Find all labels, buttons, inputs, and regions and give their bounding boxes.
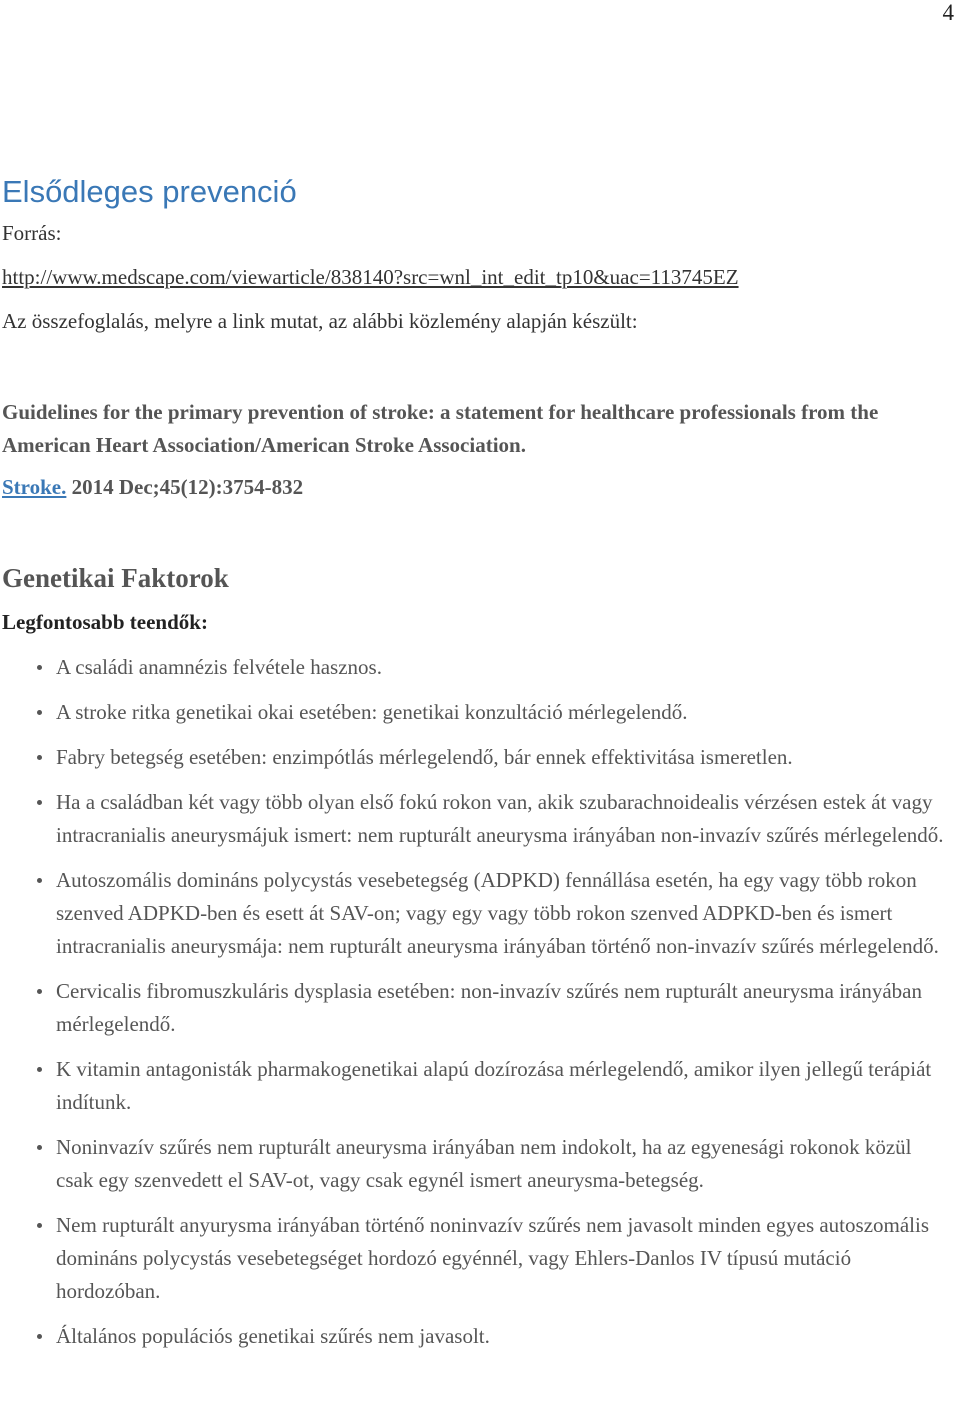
bullet-icon <box>37 755 42 760</box>
list-item <box>2 975 958 1041</box>
bullet-icon <box>37 710 42 715</box>
citation-details: 2014 Dec;45(12):3754-832 <box>66 475 304 499</box>
list-item-text: Noninvazív szűrés nem rupturált aneurysma irányában nem indokolt, ha az egyenesági rokonok közül csak egy szenvedett el SAV-ot, vagy csak egynél ismert aneurysma-betegség. <box>56 1135 912 1192</box>
bullet-icon <box>37 989 42 994</box>
page-title: Elsődleges prevenció <box>2 174 297 209</box>
bullet-icon <box>37 1067 42 1072</box>
list-item-text: Nem rupturált anyurysma irányában történő noninvazív szűrés nem javasolt minden egyes autoszomális domináns polycystás vesebetegséget hordozó egyénnél, vagy Ehlers-Danlos IV típusú mutáció hordozóban. <box>56 1213 930 1303</box>
list-item-text: K vitamin antagonisták pharmakogenetikai alapú dozírozása mérlegelendő, amikor ilyen jellegű terápiát indítunk. <box>56 1057 932 1114</box>
list-item-text: Általános populációs genetikai szűrés nem javasolt. <box>56 1324 490 1348</box>
list-item-text: Autoszomális domináns polycystás vesebetegség (ADPKD) fennállása esetén, ha egy vagy több rokon szenved ADPKD-ben és esett át SAV-on; vagy egy vagy több rokon szenved ADPKD-ben és ismert intracranialis aneurysmája: nem rupturált aneurysma irányában történő non-invazív szűrés mérlegelendő. <box>56 868 939 958</box>
section-heading: Genetikai Faktorok <box>2 563 229 593</box>
list-item-text: Fabry betegség esetében: enzimpótlás mérlegelendő, bár ennek effektivitása ismeretlen. <box>56 745 793 769</box>
journal-link[interactable]: Stroke. <box>2 475 67 499</box>
list-item <box>2 1209 958 1308</box>
list-item <box>2 786 958 852</box>
section-subheading: Legfontosabb teendők: <box>2 610 208 634</box>
list-item <box>2 1131 958 1197</box>
bullet-icon <box>37 1334 42 1339</box>
bullet-icon <box>37 878 42 883</box>
source-label: Forrás: <box>2 221 62 245</box>
reference-title: Guidelines for the primary prevention of stroke: a statement for healthcare professionals from the American Heart Association/American Stroke Association. <box>2 400 879 457</box>
document-body <box>2 170 958 1365</box>
list-item <box>2 1320 958 1353</box>
list-item <box>2 1053 958 1119</box>
list-item-text: Ha a családban két vagy több olyan első fokú rokon van, akik szubarachnoidealis vérzésen estek át vagy intracranialis aneurysmájuk ismert: nem rupturált aneurysma irányában non-invazív szűrés mérlegelendő. <box>56 790 944 847</box>
bullet-icon <box>37 1223 42 1228</box>
bullet-icon <box>37 800 42 805</box>
bullet-icon <box>37 665 42 670</box>
list-item-text: A családi anamnézis felvétele hasznos. <box>56 655 382 679</box>
source-link[interactable]: http://www.medscape.com/viewarticle/838140?src=wnl_int_edit_tp10&uac=113745EZ <box>2 265 739 289</box>
reference-citation <box>2 472 958 502</box>
list-item <box>2 864 958 963</box>
summary-note: Az összefoglalás, melyre a link mutat, az alábbi közlemény alapján készült: <box>2 309 638 333</box>
list-item-text: A stroke ritka genetikai okai esetében: genetikai konzultáció mérlegelendő. <box>56 700 688 724</box>
list-item <box>2 741 958 774</box>
list-item <box>2 651 958 684</box>
bullet-icon <box>37 1145 42 1150</box>
page-number: 4 <box>942 0 954 25</box>
recommendation-list <box>2 651 958 1353</box>
list-item-text: Cervicalis fibromuszkuláris dysplasia esetében: non-invazív szűrés nem rupturált aneurysma irányában mérlegelendő. <box>56 979 922 1036</box>
list-item <box>2 696 958 729</box>
